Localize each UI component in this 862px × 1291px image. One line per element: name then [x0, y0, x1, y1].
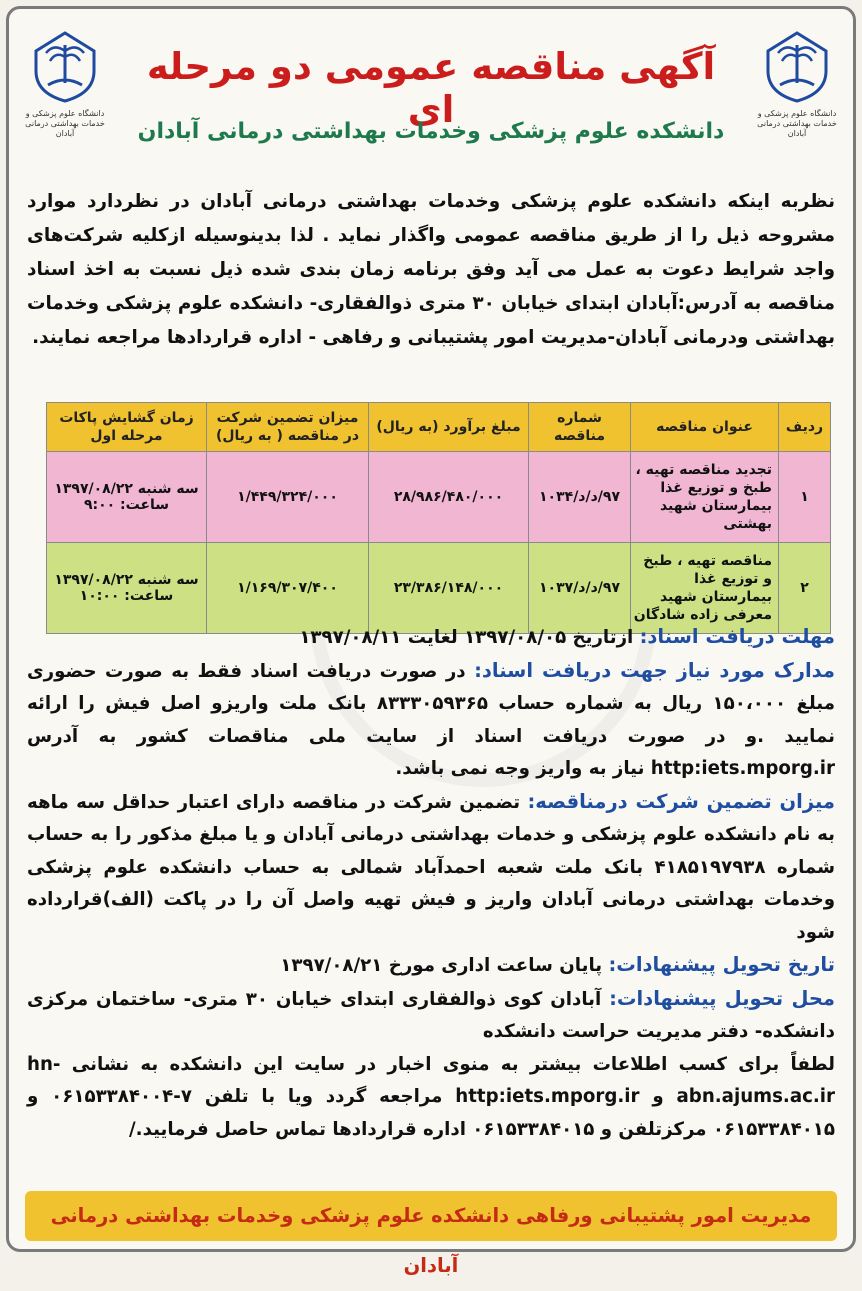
- col-opening-time: زمان گشایش پاکات مرحله اول: [47, 403, 207, 452]
- deadline-label: مهلت دریافت اسناد:: [639, 625, 835, 648]
- info-and: و: [652, 1086, 664, 1107]
- cell-tender-number: ۹۷/د/د/۱۰۳۷: [529, 543, 631, 634]
- notice-subtitle: دانشکده علوم پزشکی وخدمات بهداشتی درمانی آبادان: [137, 119, 725, 144]
- guarantee-text: تضمین شرکت در مناقصه دارای اعتبار حداقل سه ماهه به نام دانشکده علوم پزشکی و خدمات بهداشتی درمانی آبادان و یا مبلغ مذکور را به حساب شماره ۴۱۸۵۱۹۷۹۳۸ بانک ملت شعبه احمدآباد شمالی به حساب دانشکده علوم پزشکی وخدمات بهداشتی درمانی آبادان واریز و فیش تهیه واصل آن را در پاکت (الف)قرارداده شود: [27, 791, 835, 943]
- docs-url-link[interactable]: http:iets.mporg.ir: [650, 758, 835, 779]
- footer-banner: مدیریت امور پشتیبانی ورفاهی دانشکده علوم پزشکی وخدمات بهداشتی درمانی آبادان: [25, 1191, 837, 1241]
- tender-table: [46, 402, 831, 634]
- cell-opening-time: سه شنبه ۱۳۹۷/۰۸/۲۲ ساعت: ۹:۰۰: [47, 452, 207, 543]
- logo-caption: دانشگاه علوم پزشکی و خدمات بهداشتی درمانی آبادان: [757, 109, 837, 138]
- col-row-number: ردیف: [779, 403, 831, 452]
- university-website-link[interactable]: hn-abn.ajums.ac.ir: [27, 1053, 835, 1107]
- guarantee-label: میزان تضمین شرکت درمناقصه:: [527, 789, 835, 813]
- col-estimate: مبلغ برآورد (به ریال): [369, 403, 529, 452]
- cell-tender-number: ۹۷/د/د/۱۰۳۴: [529, 452, 631, 543]
- cell-estimate: ۲۳/۳۸۶/۱۴۸/۰۰۰: [369, 543, 529, 634]
- table-row: [47, 543, 831, 634]
- guarantee-paragraph: [27, 786, 835, 950]
- cell-guarantee: ۱/۴۴۹/۳۲۴/۰۰۰: [207, 452, 369, 543]
- info-text: لطفاً برای کسب اطلاعات بیشتر به منوی اخبار در سایت این دانشکده به نشانی: [71, 1053, 835, 1075]
- notice-details: [27, 621, 835, 1146]
- cell-row-number: ۱: [779, 452, 831, 543]
- intro-paragraph: نظربه اینکه دانشکده علوم پزشکی وخدمات بهداشتی درمانی آبادان در نظردارد موارد مشروحه ذیل را از طریق مناقصه عمومی واگذار نماید . لذا بدینوسیله ازکلیه شرکت‌های واجد شرایط دعوت به عمل می آید وفق برنامه زمان بندی شده ذیل نسبت به اخذ اسناد مناقصه به آدرس:آبادان ابتدای خیابان ۳۰ متری ذوالفقاری- دانشکده علوم پزشکی وخدمات بهداشتی ودرمانی آبادان-مدیریت امور پشتیبانی و رفاهی - اداره قراردادها مراجعه نمایند.: [27, 191, 835, 348]
- submit-place-paragraph: [27, 983, 835, 1049]
- col-tender-number: شماره مناقصه: [529, 403, 631, 452]
- cell-estimate: ۲۸/۹۸۶/۴۸۰/۰۰۰: [369, 452, 529, 543]
- docs-label: مدارک مورد نیاز جهت دریافت اسناد:: [474, 658, 836, 682]
- university-logo-right: [755, 31, 839, 149]
- table-row: [47, 452, 831, 543]
- deadline-line: [27, 621, 835, 655]
- submit-date-text: پایان ساعت اداری مورخ ۱۳۹۷/۰۸/۲۱: [280, 955, 603, 976]
- deadline-text: ازتاریخ ۱۳۹۷/۰۸/۰۵ لغایت ۱۳۹۷/۰۸/۱۱: [299, 627, 634, 648]
- notice-title: آگهی مناقصه عمومی دو مرحله ای: [146, 45, 716, 131]
- submit-place-label: محل تحویل پیشنهادات:: [609, 986, 835, 1010]
- cell-opening-time: سه شنبه ۱۳۹۷/۰۸/۲۲ ساعت: ۱۰:۰۰: [47, 543, 207, 634]
- submit-place-text: آبادان کوی ذوالفقاری ابتدای خیابان ۳۰ متری- ساختمان مرکزی دانشکده- دفتر مدیریت حراست دانشکده: [27, 988, 835, 1042]
- submit-date-label: تاریخ تحویل پیشنهادات:: [608, 953, 835, 976]
- col-tender-title: عنوان مناقصه: [631, 403, 779, 452]
- university-emblem-icon: [34, 31, 96, 103]
- cell-row-number: ۲: [779, 543, 831, 634]
- submit-date-line: [27, 949, 835, 983]
- docs-text-end: نیاز به واریز وجه نمی باشد.: [395, 758, 645, 779]
- docs-text: در صورت دریافت اسناد فقط به صورت حضوری مبلغ ۱۵۰،۰۰۰ ریال به شماره حساب ۸۳۳۳۰۵۹۳۶۵ بانک ملت واریزو اصل فیش را ارائه نمایید .و در صورت دریافت اسناد از سایت ملی مناقصات کشور به آدرس: [27, 660, 835, 747]
- cell-guarantee: ۱/۱۶۹/۳۰۷/۴۰۰: [207, 543, 369, 634]
- logo-caption: دانشگاه علوم پزشکی و خدمات بهداشتی درمانی آبادان: [25, 109, 105, 138]
- iets-website-link[interactable]: http:iets.mporg.ir: [455, 1086, 640, 1107]
- docs-paragraph: [27, 655, 835, 786]
- info-paragraph: [27, 1049, 835, 1147]
- info-contact-text: مراجعه گردد ویا با تلفن ۷-۰۶۱۵۳۳۸۴۰۰۴ و ۰۶۱۵۳۳۸۴۰۱۵ مرکزتلفن و ۰۶۱۵۳۳۸۴۰۱۵ اداره قراردادها تماس حاصل فرمایید./: [27, 1086, 835, 1140]
- cell-tender-title: تجدید مناقصه تهیه ، طبخ و توزیع غذا بیمارستان شهید بهشتی: [631, 452, 779, 543]
- cell-tender-title: مناقصه تهیه ، طبخ و توزیع غذا بیمارستان شهید معرفی زاده شادگان: [631, 543, 779, 634]
- col-guarantee: میزان تضمین شرکت در مناقصه ( به ریال): [207, 403, 369, 452]
- tender-notice: [6, 6, 856, 1277]
- university-emblem-icon: [766, 31, 828, 103]
- university-logo-left: [23, 31, 107, 149]
- table-header-row: [47, 403, 831, 452]
